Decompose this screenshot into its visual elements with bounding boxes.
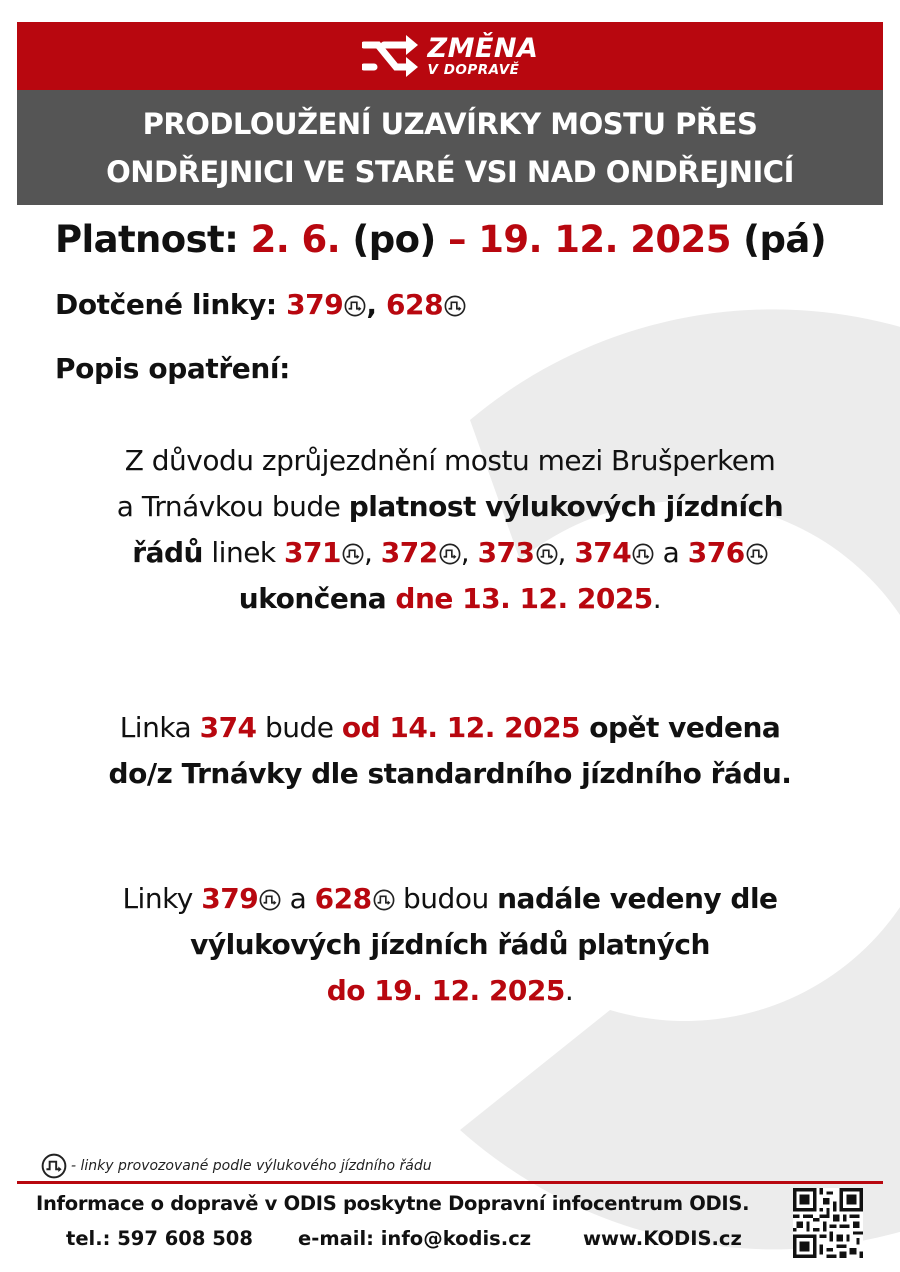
separator: , (460, 536, 478, 569)
line-number: 372 (380, 536, 438, 569)
line-number: 371 (284, 536, 341, 569)
text-bold: opět vedena (580, 711, 781, 744)
detour-icon (41, 1153, 67, 1179)
text-bold: nadále vedeny dle (497, 882, 778, 915)
notice-title (17, 90, 883, 205)
text: budou (394, 882, 498, 915)
para2-line1 (40, 705, 860, 751)
validity-start: 2. 6. (250, 218, 341, 261)
para2-line2: do/z Trnávky dle standardního jízdního řádu. (108, 757, 792, 790)
affected-lines-row (55, 288, 466, 321)
notice-title-line1: PRODLOUŽENÍ UZAVÍRKY MOSTU PŘES (142, 106, 758, 141)
text: Linky (122, 882, 202, 915)
detour-icon (259, 889, 281, 911)
qr-code-icon (793, 1188, 863, 1258)
validity-end: – 19. 12. 2025 (448, 218, 731, 261)
para3-line2: výlukových jízdních řádů platných (190, 928, 710, 961)
notice-title-line2: ONDŘEJNICI VE STARÉ VSI NAD ONDŘEJNICÍ (106, 154, 794, 189)
text: a (654, 536, 688, 569)
detour-icon (746, 543, 768, 565)
detour-icon (344, 295, 366, 317)
detour-icon (439, 543, 461, 565)
logo-subtitle: V DOPRAVĚ (427, 61, 520, 78)
detour-icon (342, 543, 364, 565)
text: linek (202, 536, 285, 569)
separator: , (366, 288, 386, 321)
paragraph-2 (40, 705, 860, 797)
validity-label: Platnost: (55, 218, 239, 261)
para3-line1 (40, 876, 860, 922)
para1-line4 (40, 576, 860, 622)
footer-email: e-mail: info@kodis.cz (298, 1227, 532, 1250)
line-number: 379 (201, 882, 259, 915)
legend-text: - linky provozované podle výlukového jízdního řádu (71, 1158, 432, 1174)
detour-icon (632, 543, 654, 565)
text: Linka (119, 711, 200, 744)
text: . (564, 974, 574, 1007)
text-bold: platnost výlukových jízdních (348, 490, 784, 523)
change-logo (362, 33, 539, 79)
paragraph-1 (40, 438, 860, 622)
paragraph-3 (40, 876, 860, 1014)
footer-divider (17, 1181, 883, 1184)
description-label: Popis opatření: (55, 352, 290, 385)
detour-icon (444, 295, 466, 317)
text-bold: ukončena (238, 582, 387, 615)
zmena-arrows-icon (362, 33, 420, 79)
validity-start-day: (po) (352, 218, 436, 261)
line-number: 374 (199, 711, 257, 744)
line-number: 628 (314, 882, 372, 915)
separator: , (363, 536, 381, 569)
separator: , (557, 536, 575, 569)
legend (40, 1153, 432, 1179)
line-number: 379 (286, 288, 344, 321)
footer-web: www.KODIS.cz (583, 1227, 742, 1250)
validity-end-day: (pá) (743, 218, 827, 261)
line-number: 628 (385, 288, 444, 321)
para1-line2 (40, 484, 860, 530)
date: do 19. 12. 2025 (326, 974, 565, 1007)
text-bold: řádů (132, 536, 203, 569)
validity-row (55, 218, 826, 261)
text: . (652, 582, 662, 615)
para1-line1: Z důvodu zprůjezdnění mostu mezi Brušperkem (124, 444, 776, 477)
footer-info: Informace o dopravě v ODIS poskytne Dopravní infocentrum ODIS. (36, 1192, 750, 1215)
footer-phone: tel.: 597 608 508 (66, 1227, 253, 1250)
para3-line3 (40, 968, 860, 1014)
para1-line3 (40, 530, 860, 576)
text: bude (256, 711, 342, 744)
line-number: 376 (687, 536, 745, 569)
text: a (281, 882, 315, 915)
line-number: 373 (477, 536, 535, 569)
line-number: 374 (574, 536, 632, 569)
detour-icon (373, 889, 395, 911)
date: dne 13. 12. 2025 (386, 582, 653, 615)
text: a Trnávkou bude (116, 490, 349, 523)
header-banner (17, 22, 883, 90)
affected-label: Dotčené linky: (55, 288, 277, 321)
date: od 14. 12. 2025 (341, 711, 581, 744)
logo-title: ZMĚNA (427, 32, 539, 64)
detour-icon (536, 543, 558, 565)
